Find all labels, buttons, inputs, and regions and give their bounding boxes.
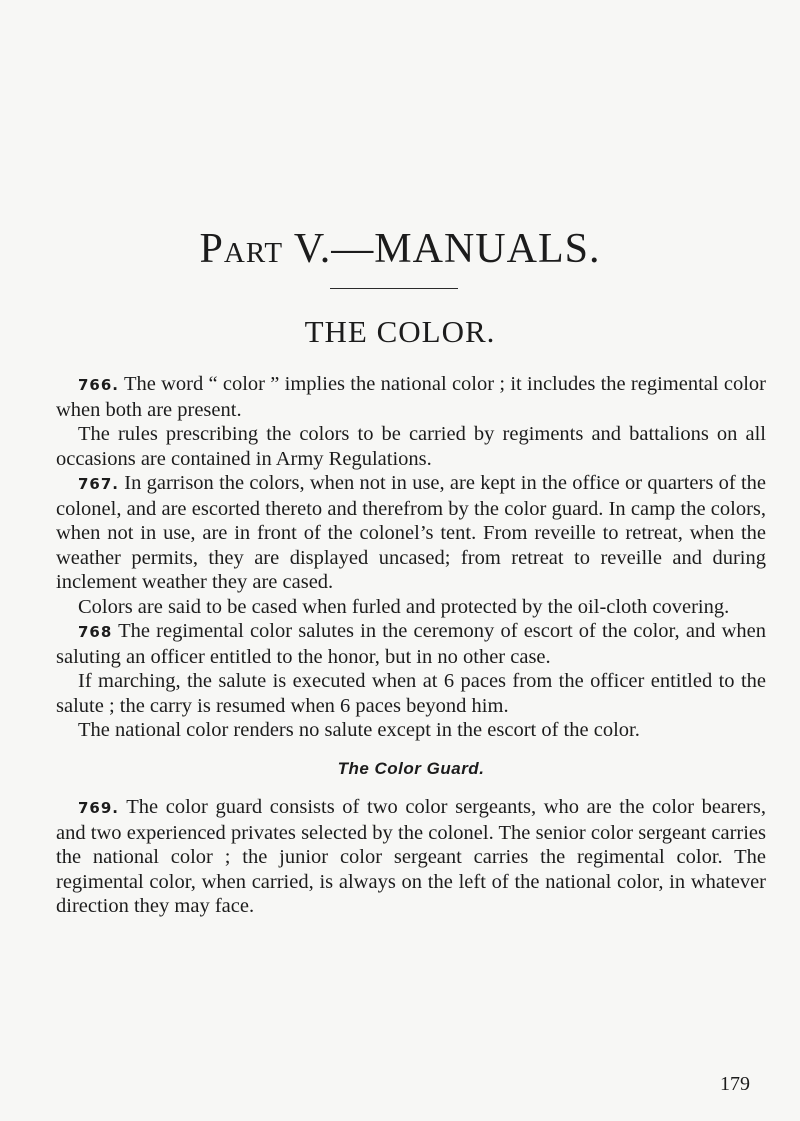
subheading: The Color Guard.: [337, 758, 485, 778]
paragraph-text: Colors are said to be cased when furled and protected by the oil-cloth covering.: [78, 595, 730, 618]
page-number: 179: [720, 1073, 750, 1095]
part-label: Part V.—: [199, 226, 375, 272]
paragraph-768: [56, 619, 766, 669]
paragraph-number: 769.: [78, 799, 120, 817]
paragraph-767-cased: [56, 595, 766, 620]
paragraph-text: The word “ color ” implies the national color ; it includes the regimental color when both are present.: [56, 373, 766, 421]
part-title: MANUALS.: [374, 226, 601, 272]
paragraph-text: The regimental color salutes in the ceremony of escort of the color, and when saluting an officer entitled to the honor, but in no other case.: [56, 620, 766, 668]
divider-rule: [330, 288, 458, 289]
paragraph-text: The color guard consists of two color sergeants, who are the color bearers, and two experienced privates selected by the colonel. The senior color sergeant carries the national color ; the junior color sergeant carries the regimental color. The regimental color, when carried, is always on the left of the national color, in whatever direction they may face.: [56, 796, 766, 917]
paragraph-number: 766.: [78, 376, 120, 394]
paragraph-769: [56, 795, 766, 919]
paragraph-766: [56, 372, 766, 422]
paragraph-768-national: [56, 718, 766, 743]
paragraph-text: The rules prescribing the colors to be carried by regiments and battalions on all occasions are contained in Army Regulations.: [56, 423, 766, 470]
section-title: THE COLOR.: [304, 314, 496, 349]
paragraph-number: 768: [78, 623, 113, 641]
paragraph-number: 767.: [78, 475, 120, 493]
paragraph-766-rules: [56, 422, 766, 471]
paragraph-text: The national color renders no salute except in the escort of the color.: [78, 719, 640, 741]
part-heading: [0, 224, 800, 274]
paragraph-768-marching: [56, 669, 766, 718]
paragraph-767: [56, 471, 766, 595]
paragraph-text: In garrison the colors, when not in use, are kept in the office or quarters of the colonel, and are escorted thereto and therefrom by the color guard. In camp the colors, when not in use, are in front of the colonel’s tent. From reveille to retreat, when the weather permits, they are displayed uncased; from retreat to reveille and during inclement weather they are cased.: [56, 472, 766, 593]
body-text: [56, 372, 766, 919]
paragraph-text: If marching, the salute is executed when at 6 paces from the officer entitled to the salute ; the carry is resumed when 6 paces beyond him.: [56, 670, 766, 717]
